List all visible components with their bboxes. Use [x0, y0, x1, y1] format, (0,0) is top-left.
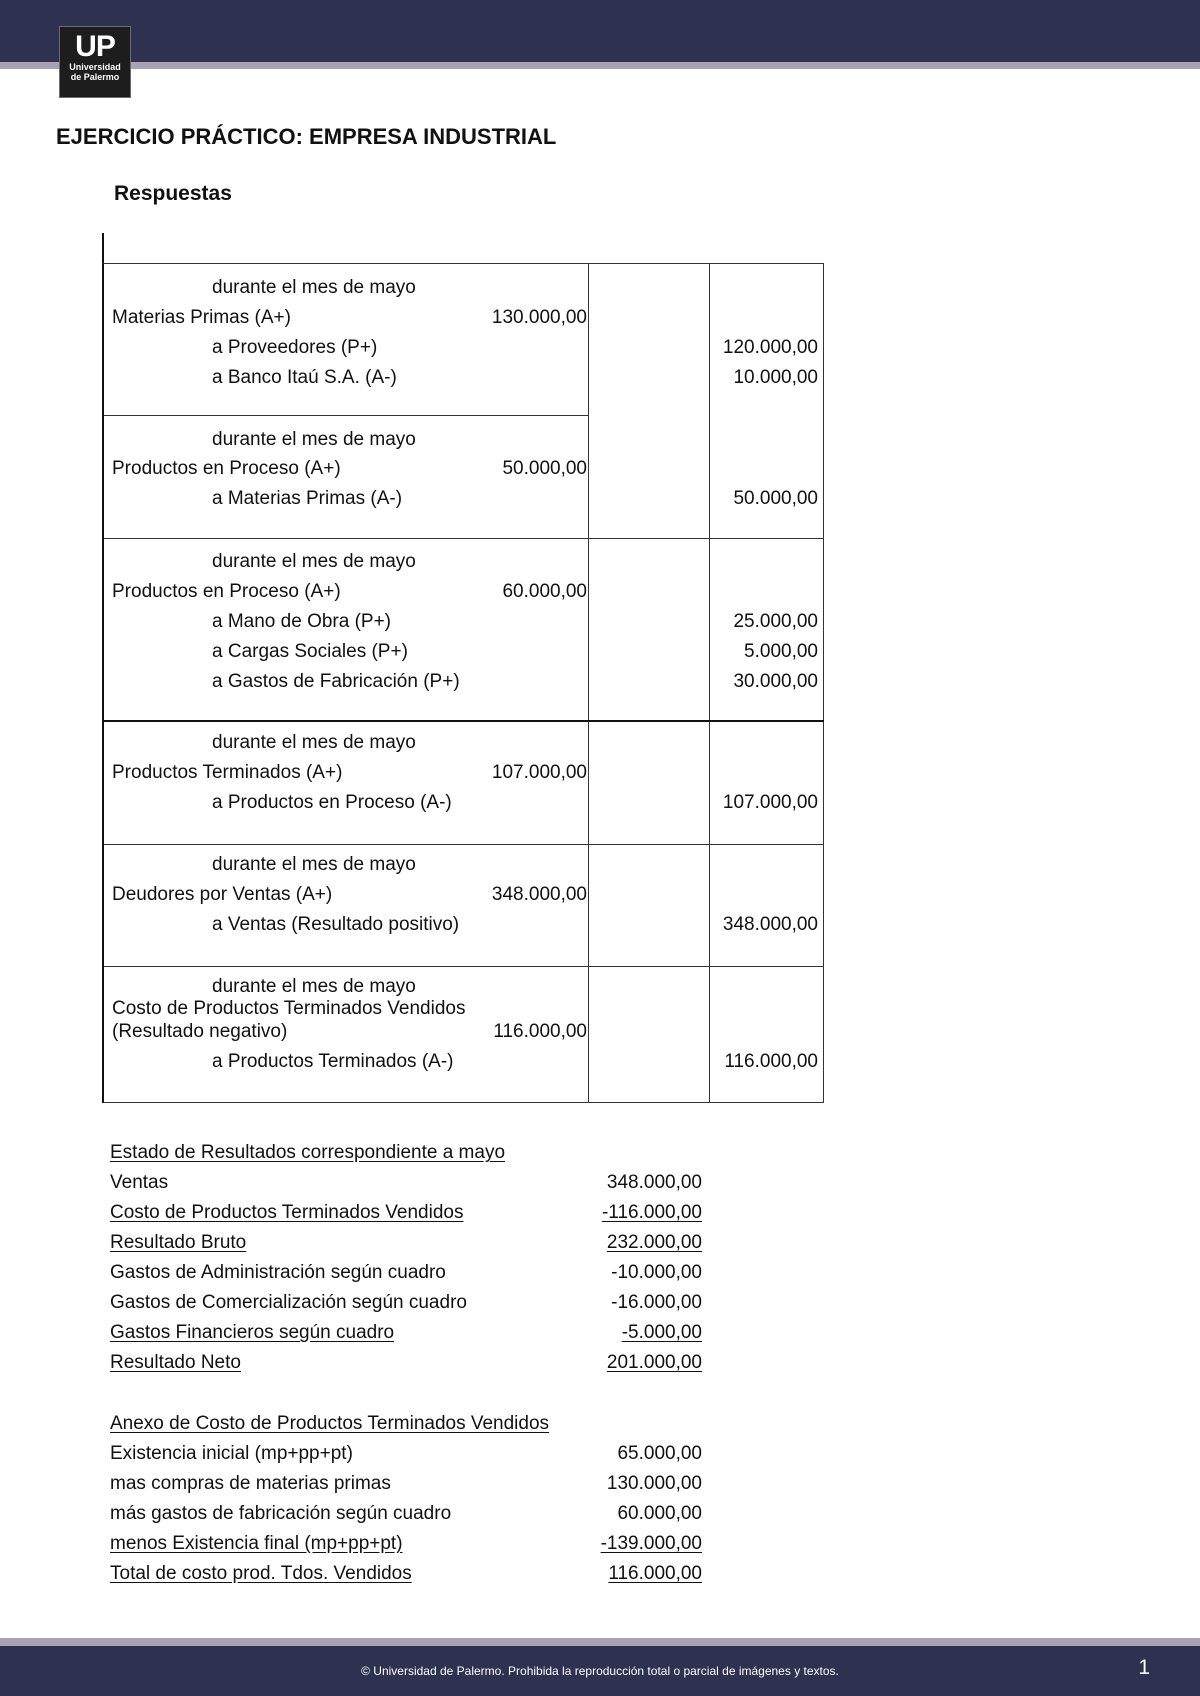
credit-account: a Ventas (Resultado positivo)	[212, 914, 460, 935]
page-title: EJERCICIO PRÁCTICO: EMPRESA INDUSTRIAL	[56, 124, 557, 149]
statement-label: Gastos de Comercialización según cuadro	[110, 1292, 467, 1313]
journal-table	[102, 263, 824, 1103]
debit-account: Productos Terminados (A+)	[112, 762, 343, 783]
copyright-notice: © Universidad de Palermo. Prohibida la reproducción total o parcial de imágenes y textos.	[361, 1664, 839, 1678]
credit-column-rule	[709, 264, 710, 1102]
statement-label: Gastos de Administración según cuadro	[110, 1262, 446, 1283]
annex-value: 130.000,00	[606, 1473, 702, 1494]
statement-label: Ventas	[110, 1172, 169, 1193]
statement-label: Costo de Productos Terminados Vendidos	[110, 1202, 464, 1223]
entry-date: durante el mes de mayo	[212, 277, 416, 298]
credit-account: a Gastos de Fabricación (P+)	[212, 671, 460, 692]
annex-value: 65.000,00	[617, 1443, 702, 1464]
entry-separator	[104, 720, 824, 722]
debit-account: Productos en Proceso (A+)	[112, 458, 341, 479]
debit-value: 60.000,00	[502, 581, 587, 602]
credit-value: 10.000,00	[733, 367, 818, 388]
statement-label: Resultado Bruto	[110, 1232, 247, 1253]
logo-mark: UP	[75, 30, 115, 63]
logo-line-2: de Palermo	[70, 72, 120, 82]
credit-value: 120.000,00	[722, 337, 818, 358]
annex-value: 116.000,00	[608, 1563, 702, 1584]
header-stripe	[0, 62, 1200, 69]
annex-value: 60.000,00	[617, 1503, 702, 1524]
credit-value: 348.000,00	[722, 914, 818, 935]
entry-date: durante el mes de mayo	[212, 854, 416, 875]
credit-value: 30.000,00	[733, 671, 818, 692]
debit-account: Productos en Proceso (A+)	[112, 581, 341, 602]
page-number: 1	[1138, 1656, 1150, 1679]
debit-column-rule	[588, 264, 589, 1102]
logo-line-1: Universidad	[69, 62, 121, 72]
credit-account: a Materias Primas (A-)	[212, 488, 403, 509]
debit-account: Deudores por Ventas (A+)	[112, 884, 333, 905]
credit-value: 50.000,00	[733, 488, 818, 509]
debit-value: 348.000,00	[491, 884, 587, 905]
entry-separator	[104, 844, 824, 845]
statement-value: -10.000,00	[611, 1262, 702, 1283]
credit-account: a Cargas Sociales (P+)	[212, 641, 408, 662]
statement-value: 201.000,00	[606, 1352, 702, 1373]
statement-value: 348.000,00	[606, 1172, 702, 1193]
statement-value: -16.000,00	[611, 1292, 702, 1313]
debit-account: (Resultado negativo)	[112, 1021, 288, 1042]
annex-label: Existencia inicial (mp+pp+pt)	[110, 1443, 353, 1464]
footer-stripe	[0, 1638, 1200, 1646]
university-logo	[59, 26, 131, 98]
debit-value: 130.000,00	[491, 307, 587, 328]
credit-account: a Banco Itaú S.A. (A-)	[212, 367, 397, 388]
annex-label: Total de costo prod. Tdos. Vendidos	[110, 1563, 412, 1584]
section-subtitle: Respuestas	[114, 182, 232, 205]
statement-label: Resultado Neto	[110, 1352, 241, 1373]
debit-value: 107.000,00	[491, 762, 587, 783]
credit-value: 107.000,00	[722, 792, 818, 813]
income-statement-heading: Estado de Resultados correspondiente a mayo	[110, 1142, 506, 1163]
annex-label: menos Existencia final (mp+pp+pt)	[110, 1533, 403, 1554]
entry-separator	[104, 415, 588, 416]
credit-account: a Productos Terminados (A-)	[212, 1051, 454, 1072]
annex-value: -139.000,00	[600, 1533, 702, 1554]
statement-value: 232.000,00	[606, 1232, 702, 1253]
entry-date: durante el mes de mayo	[212, 976, 416, 997]
debit-value: 116.000,00	[493, 1021, 587, 1042]
debit-value: 50.000,00	[502, 458, 587, 479]
header-bar	[0, 0, 1200, 62]
credit-value: 116.000,00	[724, 1051, 818, 1072]
entry-date: durante el mes de mayo	[212, 429, 416, 450]
annex-label: mas compras de materias primas	[110, 1473, 391, 1494]
credit-account: a Proveedores (P+)	[212, 337, 378, 358]
entry-date: durante el mes de mayo	[212, 551, 416, 572]
credit-value: 25.000,00	[733, 611, 818, 632]
credit-account: a Productos en Proceso (A-)	[212, 792, 452, 813]
debit-account: Materias Primas (A+)	[112, 307, 291, 328]
statement-value: -5.000,00	[621, 1322, 702, 1343]
entry-date: durante el mes de mayo	[212, 732, 416, 753]
credit-value: 5.000,00	[744, 641, 818, 662]
entry-separator	[104, 966, 824, 967]
entry-separator	[104, 538, 824, 539]
journal-left-rule	[102, 233, 104, 265]
statement-value: -116.000,00	[601, 1202, 702, 1223]
debit-account: Costo de Productos Terminados Vendidos	[112, 998, 466, 1019]
credit-account: a Mano de Obra (P+)	[212, 611, 392, 632]
annex-heading: Anexo de Costo de Productos Terminados Vendidos	[110, 1413, 550, 1434]
annex-label: más gastos de fabricación según cuadro	[110, 1503, 452, 1524]
statement-label: Gastos Financieros según cuadro	[110, 1322, 395, 1343]
